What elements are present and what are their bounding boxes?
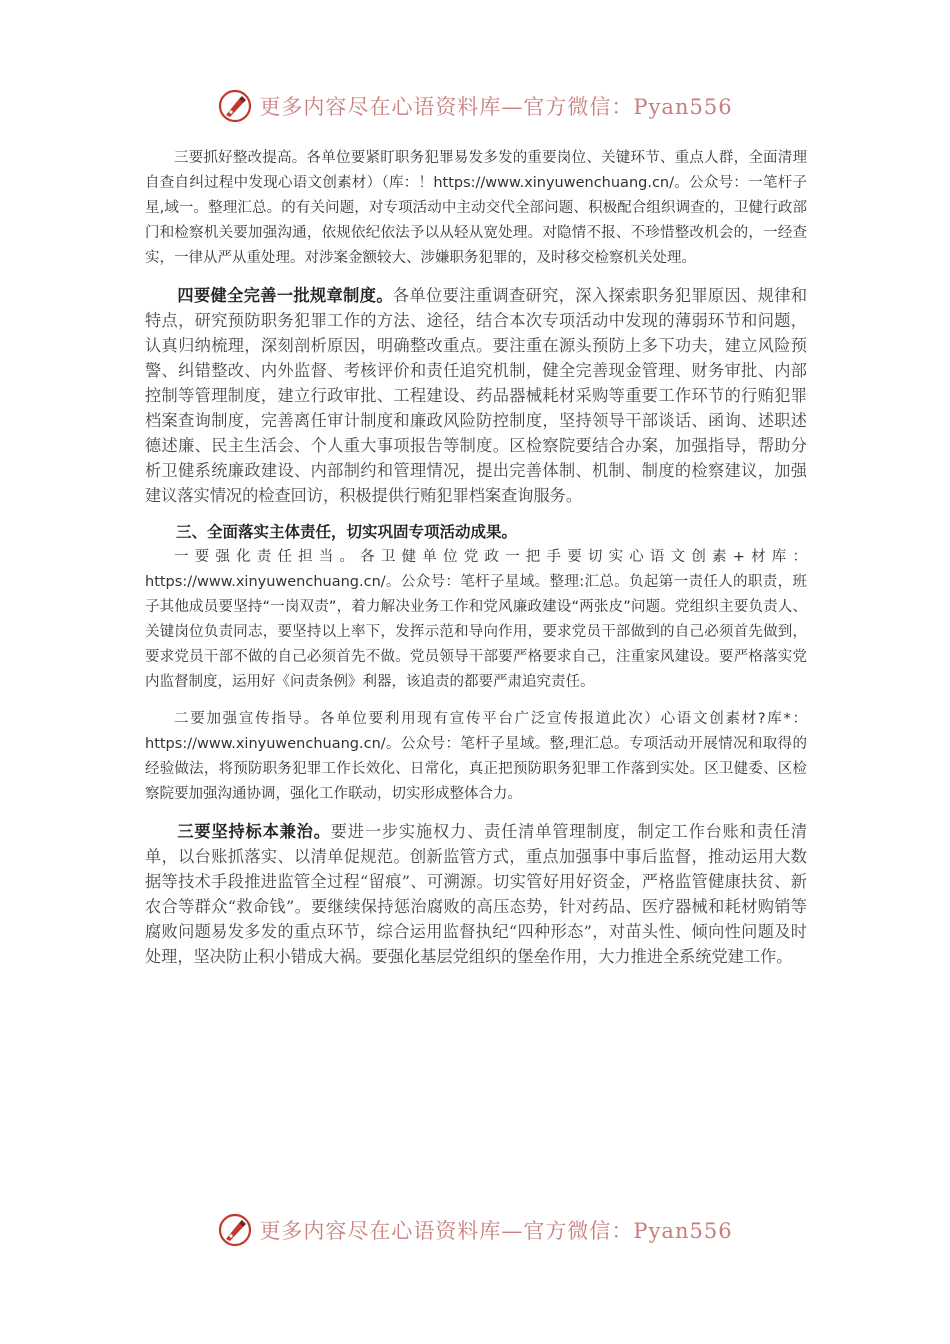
paragraph-lead: 四要健全完善一批规章制度。 (177, 286, 393, 305)
paragraph-1 (145, 146, 807, 271)
document-body (145, 146, 807, 969)
footer-watermark-banner (0, 1210, 950, 1250)
paragraph-4 (145, 707, 807, 807)
paragraph-2 (145, 283, 807, 508)
paragraph-lead: 三要坚持标本兼治。 (177, 822, 331, 841)
section-heading: 三、全面落实主体责任，切实巩固专项活动成果。 (176, 523, 518, 541)
banner-text: 更多内容尽在心语资料库—官方微信：Pyan556 (259, 95, 733, 119)
banner-text: 更多内容尽在心语资料库—官方微信：Pyan556 (259, 1219, 733, 1243)
paragraph-text: 要进一步实施权力、责任清单管理制度，制定工作台账和责任清单，以台账抓落实、以清单促规范。创新监管方式，重点加强事中事后监督，推动运用大数据等技术手段推进监管全过程“留痕”、可溯源。切实管好用好资金，严格监管健康扶贫、新农合等群众“救命钱”。要继续保持惩治腐败的高压态势，针对药品、医疗器械和耗材购销等腐败问题易发多发的重点环节，综合运用监督执纪“四种形态”，对苗头性、倾向性问题及时处理，坚决防止积小错成大祸。要强化基层党组织的堡垒作用，大力推进全系统党建工作。 (145, 822, 808, 966)
pen-nib-logo-icon (217, 1212, 253, 1248)
header-watermark-banner (0, 86, 950, 126)
paragraph-text: 一要强化责任担当。各卫健单位党政一把手要切实心语文创素+材库：https://www.xinyuwenchuang.cn/。公众号：笔杆子星域。整理:汇总。负起第一责任人的职责，班子其他成员要坚持“一岗双责”，着力解决业务工作和党风廉政建设“两张皮”问题。党组织主要负责人、关键岗位负责同志，要坚持以上率下，发挥示范和导向作用，要求党员干部做到的自己必须首先做到，要求党员干部不做的自己必须首先不做。党员领导干部要严格要求自己，注重家风建设。要严格落实党内监督制度，运用好《问责条例》利器，该追责的都要严肃追究责任。 (145, 549, 807, 690)
paragraph-text: 各单位要注重调查研究，深入探索职务犯罪原因、规律和特点，研究预防职务犯罪工作的方法、途径，结合本次专项活动中发现的薄弱环节和问题，认真归纳梳理，深刻剖析原因，明确整改重点。要注重在源头预防上多下功夫，建立风险预警、纠错整改、内外监督、考核评价和责任追究机制，健全完善现金管理、财务审批、内部控制等管理制度，建立行政审批、工程建设、药品器械耗材采购等重要工作环节的行贿犯罪档案查询制度，完善离任审计制度和廉政风险防控制度，坚持领导干部谈话、函询、述职述德述廉、民主生活会、个人重大事项报告等制度。区检察院要结合办案，加强指导，帮助分析卫健系统廉政建设、内部制约和管理情况，提出完善体制、机制、制度的检察建议，加强建议落实情况的检查回访，积极提供行贿犯罪档案查询服务。 (145, 286, 808, 505)
paragraph-text: 三要抓好整改提高。各单位要紧盯职务犯罪易发多发的重要岗位、关键环节、重点人群，全面清理自查自纠过程中发现心语文创素材）（库：！https://www.xinyuwenchuang.cn/。公众号：一笔杆子星,域一。整理汇总。的有关问题，对专项活动中主动交代全部问题、积极配合组织调查的，卫健行政部门和检察机关要加强沟通，依规依纪依法予以从轻从宽处理。对隐情不报、不珍惜整改机会的，一经查实，一律从严从重处理。对涉案金额较大、涉嫌职务犯罪的，及时移交检察机关处理。 (145, 150, 807, 266)
paragraph-5 (145, 819, 807, 969)
pen-nib-logo-icon (217, 88, 253, 124)
paragraph-3 (145, 545, 807, 695)
paragraph-text: 二要加强宣传指导。各单位要利用现有宣传平台广泛宣传报道此次）心语文创素材?库*：https://www.xinyuwenchuang.cn/。公众号：笔杆子星域。整,理汇总。专项活动开展情况和取得的经验做法，将预防职务犯罪工作长效化、日常化，真正把预防职务犯罪工作落到实处。区卫健委、区检察院要加强沟通协调，强化工作联动，切实形成整体合力。 (145, 711, 807, 802)
